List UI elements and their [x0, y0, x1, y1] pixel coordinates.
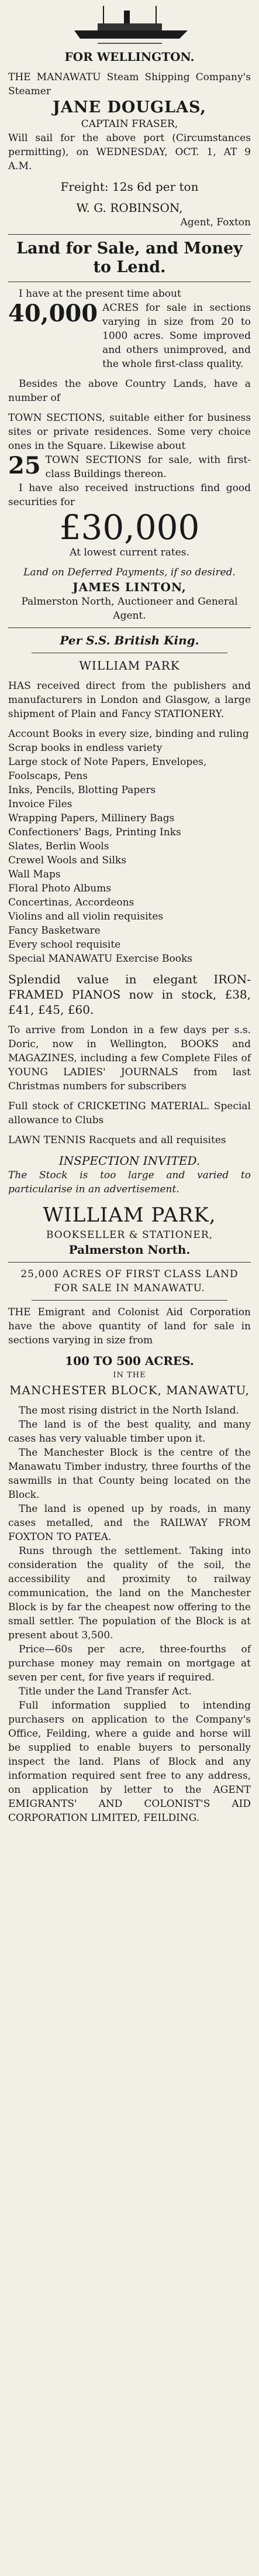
ad1-captain: CAPTAIN FRASER,	[81, 118, 178, 130]
ad2-p3b: TOWN SECTIONS for sale, with first-class Buildings thereon.	[45, 454, 251, 480]
ad2-big-sections: 25	[8, 452, 41, 479]
list-item: Crewel Wools and Silks	[8, 855, 126, 866]
ad2-p6: Land on Deferred Payments, if so desired.	[23, 567, 236, 578]
ad3-name: WILLIAM PARK	[79, 658, 180, 673]
ad2-big-amount: £30,000	[59, 507, 200, 547]
list-item: Floral Photo Albums	[8, 883, 112, 894]
list-item: Account Books in every size, binding and ruling	[8, 728, 249, 740]
ad3-intro: HAS received direct from the publishers and manufacturers in London and Glasgow, a large shipment of Plain and Fancy STATIONERY.	[8, 680, 251, 720]
ad4-paragraph: Full information supplied to intending purchasers on application to the Company's Office, Feilding, where a guide and horse will be supplied to enable buyers to personally inspect the land. Plans of Block and any information required sent free to any address, on application by letter to the AGENT EMIGRANTS' AND COLONIST'S AID CORPORATION LIMITED, FEILDING.	[8, 1700, 251, 1824]
ad2-big-acres: 40,000	[8, 300, 98, 327]
ad3-heading: Per S.S. British King.	[60, 633, 199, 647]
ad2-name-title: Palmerston North, Auctioneer and General Agent.	[21, 596, 238, 622]
list-item: Slates, Berlin Wools	[8, 841, 109, 852]
ad4-in-the: IN THE	[113, 1371, 146, 1380]
ad3-tennis: LAWN TENNIS Racquets and all requisites	[8, 1134, 226, 1146]
ad4-paragraph: Price—60s per acre, three-fourths of purchase money may remain on mortgage at seven per cent, for five years if required.	[8, 1644, 251, 1683]
ad3-note: The Stock is too large and varied to particularise in an advertisement.	[8, 1169, 251, 1195]
ad2-p2: Besides the above Country Lands, have a number of	[8, 378, 251, 404]
ad2-p1b: ACRES for sale in sections varying in size from 20 to 1000 acres. Some improved and others unimproved, and the whole first-class quality.	[102, 302, 251, 370]
ad3-sig: WILLIAM PARK,	[43, 1203, 216, 1227]
ad3-pianos: Splendid value in elegant IRON-FRAMED PIANOS now in stock, £38, £41, £45, £60.	[8, 972, 251, 1017]
ad3-invite: INSPECTION INVITED.	[58, 1154, 201, 1168]
ad3-item-list	[8, 727, 251, 966]
ad2-p3: TOWN SECTIONS, suitable either for business sites or private residences. Some very choice ones in the Square. Likewise about	[8, 412, 251, 452]
ad3-books: To arrive from London in a few days per s.s. Doric, now in Wellington, BOOKS and MAGAZINES, including a few Complete Files of YOUNG LADIES' JOURNALS from last Christmas numbers for subscribers	[8, 1024, 251, 1092]
ad3-sig-place: Palmerston North.	[68, 1243, 191, 1257]
divider	[8, 1262, 251, 1263]
ad4-paragraph: The Manchester Block is the centre of the Manawatu Timber industry, three fourths of the sawmills in that County being located on the Block.	[8, 1447, 251, 1501]
ad4-heading: 25,000 ACRES OF FIRST CLASS LAND FOR SALE IN MANAWATU.	[20, 1268, 239, 1294]
list-item: Scrap books in endless variety	[8, 742, 163, 754]
ad4-paragraph: The most rising district in the North Island.	[19, 1405, 239, 1416]
list-item: Every school requisite	[8, 939, 121, 951]
list-item: Fancy Basketware	[8, 925, 101, 937]
ad4-range: 100 TO 500 ACRES.	[65, 1354, 194, 1368]
ad1-heading: FOR WELLINGTON.	[64, 50, 195, 64]
ad2-p5: At lowest current rates.	[70, 547, 189, 558]
divider	[8, 234, 251, 235]
ad4-paragraph: The land is of the best quality, and many cases has very valuable timber upon it.	[8, 1419, 251, 1445]
list-item: Wrapping Papers, Millinery Bags	[8, 812, 175, 824]
ad1-agent-title: Agent, Foxton	[180, 217, 251, 228]
list-item: Violins and all violin requisites	[8, 911, 164, 922]
ad2-p1: I have at the present time about	[19, 288, 181, 300]
ad1-freight: Freight: 12s 6d per ton	[60, 180, 199, 194]
list-item: Large stock of Note Papers, Envelopes, Foolscaps, Pens	[8, 756, 207, 782]
divider	[8, 627, 251, 628]
ad1-intro: THE MANAWATU Steam Shipping Company's Steamer	[8, 71, 251, 97]
list-item: Inks, Pencils, Blotting Papers	[8, 784, 156, 796]
ad4-block: MANCHESTER BLOCK, MANAWATU,	[9, 1383, 250, 1397]
ad1-ship-name: JANE DOUGLAS,	[53, 98, 206, 116]
ad3-sig-title: BOOKSELLER & STATIONER,	[46, 1229, 213, 1241]
ad4-paragraph: Runs through the settlement. Taking into consideration the quality of the soil, the accessibility and proximity to railway communication, the land on the Manchester Block is by far the cheapest now offering to the small settler. The population of the Block is at present about 3,500.	[8, 1545, 251, 1641]
ad2-heading: Land for Sale, and Money to Lend.	[16, 239, 243, 276]
ad1-agent: W. G. ROBINSON,	[76, 201, 183, 215]
list-item: Wall Maps	[8, 869, 61, 880]
ad4-paragraph: Title under the Land Transfer Act.	[19, 1686, 192, 1697]
list-item: Concertinas, Accordeons	[8, 897, 134, 908]
list-item: Invoice Files	[8, 798, 72, 810]
list-item: Special MANAWATU Exercise Books	[8, 953, 193, 965]
ad4-intro: THE Emigrant and Colonist Aid Corporation have the above quantity of land for sale in sections varying in size from	[8, 1306, 251, 1346]
ad2-p4: I have also received instructions find good securities for	[8, 482, 251, 508]
ad2-name: JAMES LINTON,	[72, 580, 187, 594]
ad1-sail: Will sail for the above port (Circumstances permitting), on WEDNESDAY, OCT. 1, AT 9 A.M.	[8, 132, 251, 172]
divider	[32, 1300, 227, 1301]
list-item: Confectioners' Bags, Printing Inks	[8, 826, 181, 838]
ad4-paragraph: The land is opened up by roads, in many cases metalled, and the RAILWAY FROM FOXTON TO PATEA.	[8, 1503, 251, 1543]
steamship-icon	[63, 2, 197, 49]
ad3-cricket: Full stock of CRICKETING MATERIAL. Special allowance to Clubs	[8, 1100, 251, 1126]
